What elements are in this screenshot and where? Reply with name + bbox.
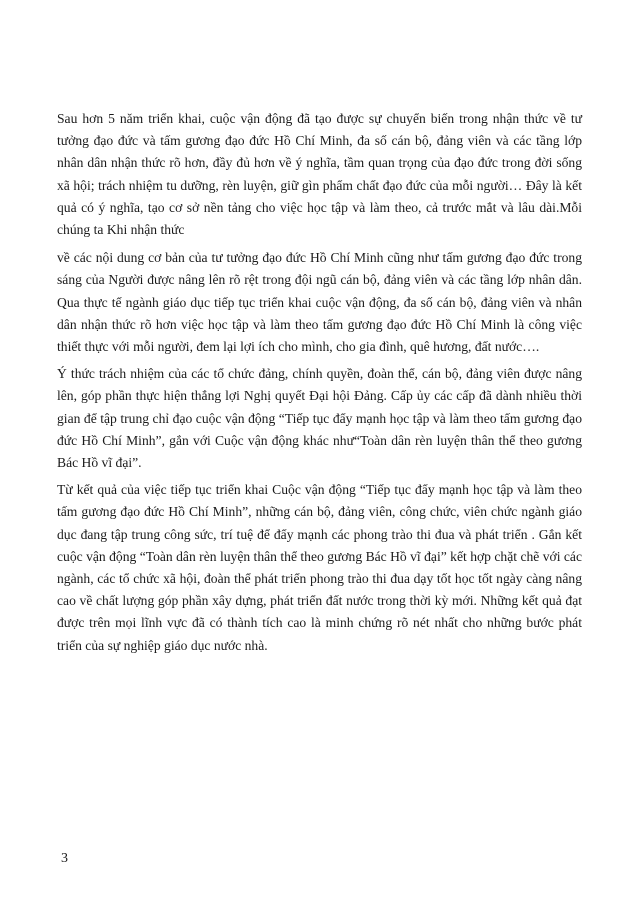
paragraph-4: Từ kết quả của việc tiếp tục triển khai Cuộc vận động “Tiếp tục đẩy mạnh học tập và làm theo tấm gương đạo đức Hồ Chí Minh”, những cán bộ, đảng viên, công chức, viên chức ngành giáo dục đang tập trung công sức, trí tuệ để đẩy mạnh các phong trào thi đua và phát triển . Gắn kết cuộc vận động “Toàn dân rèn luyện thân thể theo gương Bác Hồ vĩ đại” kết hợp chặt chẽ với các ngành, các tổ chức xã hội, đoàn thể phát triển phong trào thi đua dạy tốt học tốt ngày càng nâng cao về chất lượng góp phần xây dựng, phát triển đất nước trong thời kỳ mới. Những kết quả đạt được trên mọi lĩnh vực đã có thành tích cao là minh chứng rõ nét nhất cho những bước phát triển của sự nghiệp giáo dục nước nhà. xyxy=(57,482,582,653)
paragraph-3: Ý thức trách nhiệm của các tổ chức đảng, chính quyền, đoàn thể, cán bộ, đảng viên được nâng lên, góp phần thực hiện thắng lợi Nghị quyết Đại hội Đảng. Cấp ủy các cấp đã dành nhiều thời gian để tập trung chỉ đạo cuộc vận động “Tiếp tục đẩy mạnh học tập và làm theo tấm gương đạo đức Hồ Chí Minh”, gắn với Cuộc vận động khác như“Toàn dân rèn luyện thân thể theo gương Bác Hồ vĩ đại”. xyxy=(57,366,582,471)
page-number: 3 xyxy=(61,851,68,866)
document-body xyxy=(57,108,582,657)
paragraph-2: về các nội dung cơ bản của tư tưởng đạo đức Hồ Chí Minh cũng như tấm gương đạo đức trong sáng của Người được nâng lên rõ rệt trong đội ngũ cán bộ, đảng viên và các tầng lớp nhân dân. Qua thực tế ngành giáo dục tiếp tục triển khai cuộc vận động, đa số cán bộ, đảng viên và nhân dân nhận thức rõ hơn việc học tập và làm theo tấm gương đạo đức Hồ Chí Minh là công việc thiết thực với mỗi người, đem lại lợi ích cho mình, cho gia đình, quê hương, đất nước…. xyxy=(57,250,582,355)
paragraph-1: Sau hơn 5 năm triển khai, cuộc vận động đã tạo được sự chuyển biến trong nhận thức về tư tưởng đạo đức và tấm gương đạo đức Hồ Chí Minh, đa số cán bộ, đảng viên và các tầng lớp nhân dân nhận thức rõ hơn, đầy đủ hơn về ý nghĩa, tầm quan trọng của đạo đức trong đời sống xã hội; trách nhiệm tu dưỡng, rèn luyện, giữ gìn phẩm chất đạo đức của mỗi người… Đây là kết quả có ý nghĩa, tạo cơ sở nền tảng cho việc học tập và làm theo, cả trước mắt và lâu dài.Mỗi chúng ta Khi nhận thức xyxy=(57,111,582,238)
